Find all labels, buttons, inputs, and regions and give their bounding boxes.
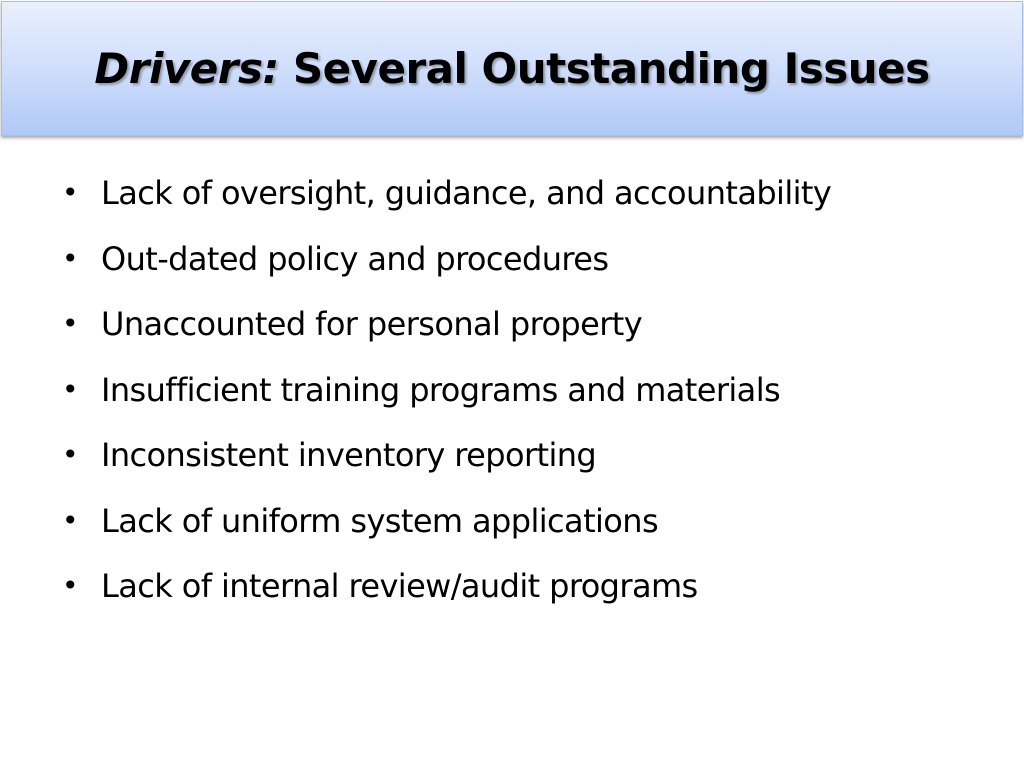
- bullet-text: Inconsistent inventory reporting: [101, 436, 597, 474]
- bullet-text: Lack of oversight, guidance, and accountability: [101, 174, 832, 212]
- bullet-icon: •: [62, 372, 78, 406]
- title-emphasis: Drivers:: [94, 44, 279, 93]
- title-banner: [1, 1, 1023, 136]
- bullet-text: Unaccounted for personal property: [101, 305, 643, 343]
- bullet-item: [60, 294, 831, 360]
- bullet-item: [60, 163, 831, 229]
- slide-title: [94, 44, 929, 93]
- bullet-list: [60, 163, 831, 622]
- bullet-icon: •: [62, 503, 78, 537]
- title-text: Several Outstanding Issues: [278, 44, 930, 93]
- bullet-text: Out-dated policy and procedures: [101, 239, 609, 278]
- bullet-text: Lack of uniform system applications: [101, 501, 659, 540]
- bullet-item: [60, 556, 831, 622]
- bullet-icon: •: [62, 241, 78, 275]
- bullet-text: Lack of internal review/audit programs: [101, 567, 698, 605]
- bullet-icon: •: [62, 176, 78, 209]
- bullet-text: Insufficient training programs and materials: [101, 370, 781, 409]
- bullet-icon: •: [62, 438, 78, 471]
- bullet-item: [60, 360, 831, 426]
- bullet-icon: •: [62, 307, 78, 340]
- bullet-icon: •: [62, 569, 78, 602]
- bullet-item: [60, 229, 831, 295]
- bullet-item: [60, 491, 831, 557]
- bullet-item: [60, 425, 831, 491]
